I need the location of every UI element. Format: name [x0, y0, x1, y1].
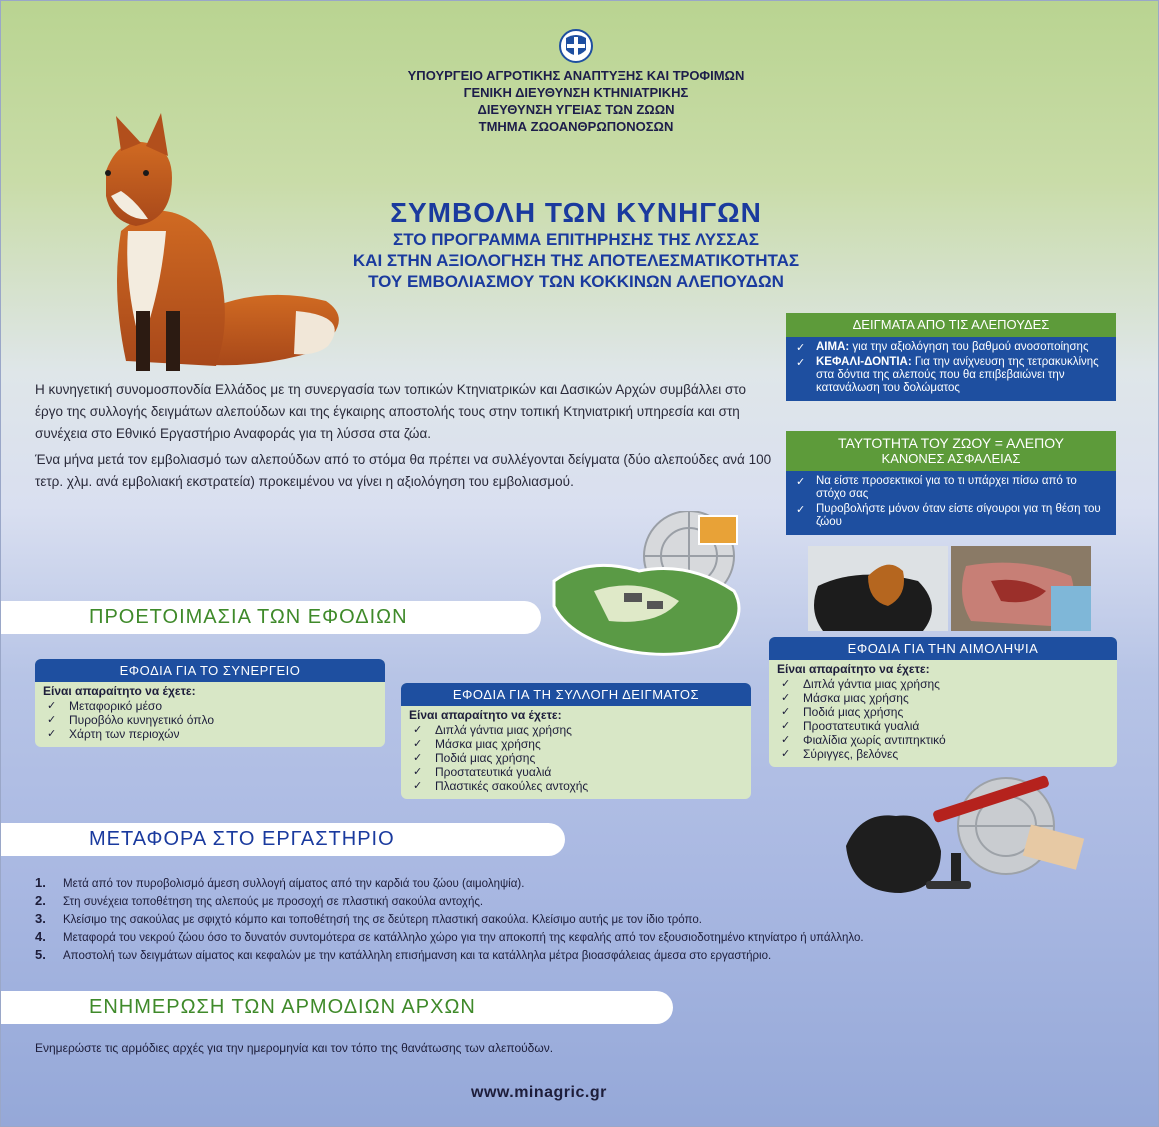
kit-item-text: Προστατευτικά γυαλιά	[435, 765, 552, 779]
checkmark-icon: ✓	[413, 751, 423, 764]
checkmark-icon: ✓	[796, 475, 806, 488]
safety-title-line: ΤΑΥΤΟΤΗΤΑ ΤΟΥ ΖΩΟΥ = ΑΛΕΠΟΥ	[837, 435, 1065, 451]
list-item	[794, 356, 1108, 395]
kit-item-text: Μάσκα μιας χρήσης	[803, 691, 909, 705]
kit-item-text: Διπλά γάντια μιας χρήσης	[435, 723, 572, 737]
checkmark-icon: ✓	[47, 713, 57, 726]
section-notify: ΕΝΗΜΕΡΩΣΗ ΤΩΝ ΑΡΜΟΔΙΩΝ ΑΡΧΩΝ	[1, 991, 673, 1024]
kit-team-box	[35, 659, 385, 747]
list-item	[35, 877, 1125, 891]
kit-item-text: Φιαλίδια χωρίς αντιπηκτικό	[803, 733, 946, 747]
checkmark-icon: ✓	[796, 341, 806, 354]
kit-item-text: Ποδιά μιας χρήσης	[435, 751, 536, 765]
intro-text	[35, 379, 775, 497]
greek-coat-of-arms-icon	[551, 26, 601, 66]
step-text: Αποστολή των δειγμάτων αίματος και κεφαλών με την κατάλληλη επισήμανση και τα κατάλληλα μέτρα βιοασφάλειας άμεσα στο εργαστήριο.	[63, 950, 772, 962]
poster-subtitle	[241, 229, 911, 292]
list-item	[777, 691, 1109, 705]
kit-blood-title: ΕΦΟΔΙΑ ΓΙΑ ΤΗΝ ΑΙΜΟΛΗΨΙΑ	[769, 637, 1117, 660]
kit-item-text: Μεταφορικό μέσο	[69, 699, 163, 713]
checkmark-icon: ✓	[781, 733, 791, 746]
list-item	[409, 737, 743, 751]
checkmark-icon: ✓	[47, 699, 57, 712]
kit-item-text: Χάρτη των περιοχών	[69, 727, 180, 741]
safety-text: Να είστε προσεκτικοί για το τι υπάρχει πίσω από το στόχο σας	[816, 475, 1077, 500]
list-item	[777, 733, 1109, 747]
checkmark-icon: ✓	[781, 691, 791, 704]
checkmark-icon: ✓	[781, 705, 791, 718]
ministry-header	[301, 67, 851, 135]
subtitle-line: ΣΤΟ ΠΡΟΓΡΑΜΜΑ ΕΠΙΤΗΡΗΣΗΣ ΤΗΣ ΛΥΣΣΑΣ	[393, 230, 759, 249]
checkmark-icon: ✓	[781, 719, 791, 732]
list-item	[35, 913, 1125, 927]
safety-list	[786, 471, 1116, 535]
sample-text: Για την ανίχνευση της τετρακυκλίνης στα δόντια της αλεπούς που θα επιβεβαιώνει την κατανάλωση του δολώματος	[816, 356, 1099, 394]
inform-text: Ενημερώστε τις αρμόδιες αρχές για την ημερομηνία και τον τόπο της θανάτωσης των αλεπούδων.	[35, 1041, 554, 1055]
list-item	[43, 699, 377, 713]
list-item	[409, 723, 743, 737]
intro-paragraph: Η κυνηγετική συνομοσπονδία Ελλάδος με τη συνεργασία των τοπικών Κτηνιατρικών και Δασικών Αρχών συμβάλλει στο έργο της συλλογής δειγμάτων αλεπούδων και της έγκαιρης αποστολής τους στην τοπική Κτηνιατρική υπηρεσία και στη συνέχεια στο Εθνικό Εργαστήριο Αναφοράς για τη λύσσα στα ζώα.	[35, 382, 746, 441]
checkmark-icon: ✓	[796, 356, 806, 369]
subtitle-line: ΤΟΥ ΕΜΒΟΛΙΑΣΜΟΥ ΤΩΝ ΚΟΚΚΙΝΩΝ ΑΛΕΠΟΥΔΩΝ	[368, 272, 784, 291]
sample-text: για την αξιολόγηση του βαθμού ανοσοποίησης	[849, 341, 1089, 353]
checkmark-icon: ✓	[781, 747, 791, 760]
fox-carcass-photo	[951, 546, 1091, 631]
list-item	[777, 747, 1109, 761]
safety-text: Πυροβολήστε μόνον όταν είστε σίγουροι για τη θέση του ζώου	[816, 503, 1101, 528]
step-text: Μεταφορά του νεκρού ζώου όσο το δυνατόν συντομότερα σε κατάλληλο χώρο για την αποκοπή της κεφαλής από τον εξουσιοδοτημένο κτηνίατρο ή υπάλληλο.	[63, 932, 864, 944]
need-label: Είναι απαραίτητο να έχετε:	[43, 684, 196, 698]
list-item	[409, 751, 743, 765]
samples-list	[786, 337, 1116, 401]
step-number: 5.	[35, 947, 46, 962]
list-item	[794, 503, 1108, 529]
section-transport: ΜΕΤΑΦΟΡΑ ΣΤΟ ΕΡΓΑΣΤΗΡΙΟ	[1, 823, 565, 856]
step-number: 3.	[35, 911, 46, 926]
safety-box-title	[786, 431, 1116, 471]
checkmark-icon: ✓	[413, 737, 423, 750]
website-link[interactable]: www.minagric.gr	[471, 1084, 607, 1101]
step-text: Στη συνέχεια τοποθέτηση της αλεπούς με προσοχή σε πλαστική σακούλα αντοχής.	[63, 896, 484, 908]
list-item	[777, 705, 1109, 719]
list-item	[409, 765, 743, 779]
checkmark-icon: ✓	[413, 723, 423, 736]
sample-label: ΚΕΦΑΛΙ-ΔΟΝΤΙΑ:	[816, 356, 912, 368]
sample-label: ΑΙΜΑ:	[816, 341, 850, 353]
ministry-line: ΤΜΗΜΑ ΖΩΟΑΝΘΡΩΠΟΝΟΣΩΝ	[478, 119, 674, 134]
list-item	[777, 719, 1109, 733]
subtitle-line: ΚΑΙ ΣΤΗΝ ΑΞΙΟΛΟΓΗΣΗ ΤΗΣ ΑΠΟΤΕΛΕΣΜΑΤΙΚΟΤΗΤΑΣ	[352, 251, 800, 270]
kit-item-text: Πλαστικές σακούλες αντοχής	[435, 779, 589, 793]
kit-item-text: Διπλά γάντια μιας χρήσης	[803, 677, 940, 691]
ministry-line: ΓΕΝΙΚΗ ΔΙΕΥΘΥΝΣΗ ΚΤΗΝΙΑΤΡΙΚΗΣ	[463, 85, 689, 100]
kit-blood-list	[769, 660, 1117, 767]
kit-blood-box	[769, 637, 1117, 767]
poster-title: ΣΥΜΒΟΛΗ ΤΩΝ ΚΥΝΗΓΩΝ	[390, 197, 762, 228]
kit-sampling-title: ΕΦΟΔΙΑ ΓΙΑ ΤΗ ΣΥΛΛΟΓΗ ΔΕΙΓΜΑΤΟΣ	[401, 683, 751, 706]
kit-team-title: ΕΦΟΔΙΑ ΓΙΑ ΤΟ ΣΥΝΕΡΓΕΙΟ	[35, 659, 385, 682]
ministry-line: ΔΙΕΥΘΥΝΣΗ ΥΓΕΙΑΣ ΤΩΝ ΖΩΩΝ	[477, 102, 675, 117]
need-label: Είναι απαραίτητο να έχετε:	[409, 708, 562, 722]
list-item	[409, 779, 743, 793]
kit-item-text: Πυροβόλο κυνηγετικό όπλο	[69, 713, 215, 727]
list-item	[777, 677, 1109, 691]
step-number: 4.	[35, 929, 46, 944]
list-item	[43, 713, 377, 727]
checkmark-icon: ✓	[796, 503, 806, 516]
list-item	[794, 341, 1108, 354]
checkmark-icon: ✓	[413, 779, 423, 792]
fox-in-bag-photo	[808, 546, 948, 631]
ministry-line: ΥΠΟΥΡΓΕΙΟ ΑΓΡΟΤΙΚΗΣ ΑΝΑΠΤΥΞΗΣ ΚΑΙ ΤΡΟΦΙΜΩΝ	[407, 68, 745, 83]
kit-team-list	[35, 682, 385, 747]
kit-sampling-box	[401, 683, 751, 799]
need-label: Είναι απαραίτητο να έχετε:	[777, 662, 930, 676]
kit-sampling-list	[401, 706, 751, 799]
list-item	[43, 727, 377, 741]
list-item	[35, 931, 1125, 945]
section-preparation: ΠΡΟΕΤΟΙΜΑΣΙΑ ΤΩΝ ΕΦΟΔΙΩΝ	[1, 601, 541, 634]
kit-item-text: Μάσκα μιας χρήσης	[435, 737, 541, 751]
list-item	[35, 949, 1125, 963]
samples-box-title: ΔΕΙΓΜΑΤΑ ΑΠΟ ΤΙΣ ΑΛΕΠΟΥΔΕΣ	[786, 313, 1116, 337]
samples-box	[786, 313, 1116, 401]
step-text: Κλείσιμο της σακούλας με σφιχτό κόμπο και τοποθέτησή της σε δεύτερη πλαστική σακούλα. Κλείσιμο αυτής με τον ίδιο τρόπο.	[63, 914, 702, 926]
step-number: 1.	[35, 875, 46, 890]
list-item	[35, 895, 1125, 909]
safety-box	[786, 431, 1116, 535]
list-item	[794, 475, 1108, 501]
transport-steps	[35, 877, 1125, 967]
checkmark-icon: ✓	[47, 727, 57, 740]
step-text: Μετά από τον πυροβολισμό άμεση συλλογή αίματος από την καρδιά του ζώου (αιμοληψία).	[63, 878, 525, 890]
checkmark-icon: ✓	[413, 765, 423, 778]
intro-paragraph: Ένα μήνα μετά τον εμβολιασμό των αλεπούδων από το στόμα θα πρέπει να συλλέγονται δείγματα (δύο αλεπούδες ανά 100 τετρ. χλμ. ανά εμβολιακή εκστρατεία) προκειμένου να γίνει η αξιολόγηση του εμβολιασμού.	[35, 452, 772, 489]
kit-item-text: Προστατευτικά γυαλιά	[803, 719, 920, 733]
checkmark-icon: ✓	[781, 677, 791, 690]
step-number: 2.	[35, 893, 46, 908]
kit-item-text: Ποδιά μιας χρήσης	[803, 705, 904, 719]
kit-item-text: Σύριγγες, βελόνες	[803, 747, 899, 761]
safety-title-line: ΚΑΝΟΝΕΣ ΑΣΦΑΛΕΙΑΣ	[881, 451, 1021, 466]
region-map-with-target-illustration	[549, 511, 759, 661]
